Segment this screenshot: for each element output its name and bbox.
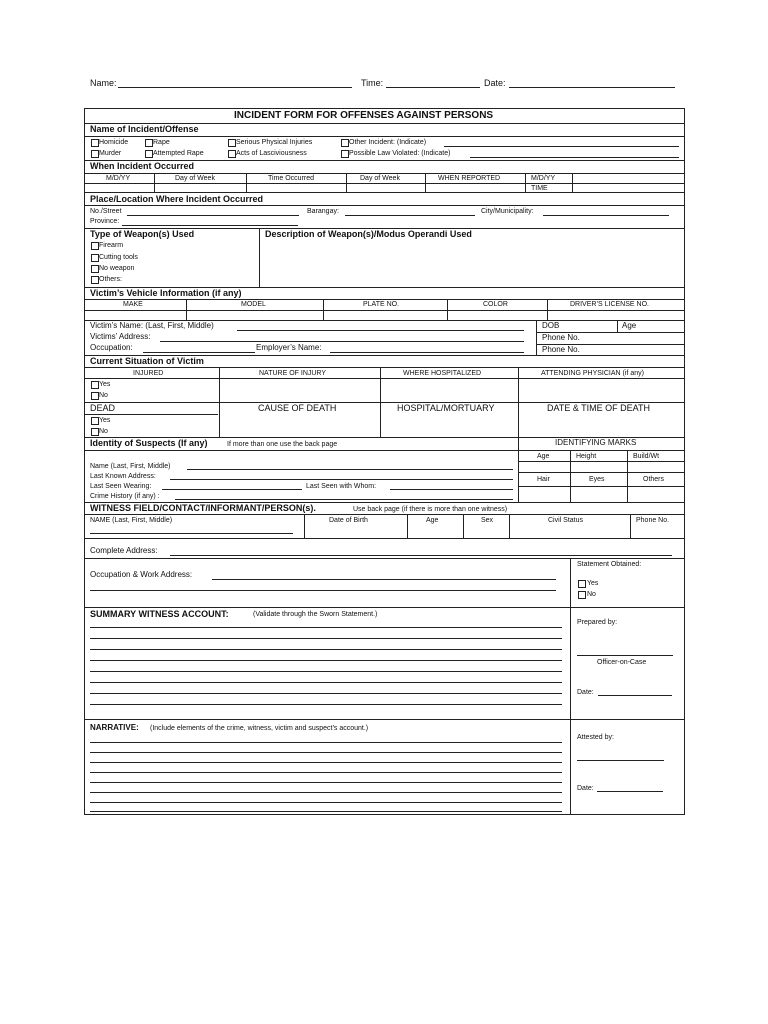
summary-line-8[interactable] bbox=[90, 704, 562, 705]
suspects-heading: Identity of Suspects (If any) bbox=[90, 438, 208, 448]
prepared-by-label: Prepared by: bbox=[577, 619, 618, 626]
summary-line-2[interactable] bbox=[90, 638, 562, 639]
injured-no-label: No bbox=[99, 392, 108, 399]
cutting-tools-label: Cutting tools bbox=[99, 254, 138, 261]
suspect-with-whom-label: Last Seen with Whom: bbox=[306, 483, 377, 490]
suspect-wearing-field[interactable] bbox=[162, 489, 302, 490]
victim-address-label: Victims’ Address: bbox=[90, 332, 151, 341]
serious-injuries-label: Serious Physical Injuries bbox=[236, 139, 313, 146]
situation-heading: Current Situation of Victim bbox=[90, 356, 204, 366]
employer-field[interactable] bbox=[330, 352, 524, 353]
attested-by-label: Attested by: bbox=[577, 734, 614, 741]
summary-line-5[interactable] bbox=[90, 671, 562, 672]
suspect-name-label: Name (Last, First, Middle) bbox=[90, 463, 171, 470]
day-of-week-label: Day of Week bbox=[175, 175, 215, 182]
physician-label: ATTENDING PHYSICIAN (if any) bbox=[541, 370, 644, 377]
narrative-date-field[interactable] bbox=[597, 791, 663, 792]
weapon-heading: Type of Weapon(s) Used bbox=[90, 229, 195, 239]
province-field[interactable] bbox=[122, 225, 298, 226]
suspect-address-field[interactable] bbox=[170, 479, 513, 480]
when-heading: When Incident Occurred bbox=[90, 161, 195, 171]
summary-line-6[interactable] bbox=[90, 682, 562, 683]
narrative-line-8[interactable] bbox=[90, 811, 562, 812]
summary-note: (Validate through the Sworn Statement.) bbox=[253, 611, 378, 618]
plate-label: PLATE NO. bbox=[363, 301, 400, 308]
narrative-heading: NARRATIVE: bbox=[90, 723, 139, 732]
witness-name-field[interactable] bbox=[90, 533, 293, 534]
others-weapon-label: Others: bbox=[99, 276, 122, 283]
murder-label: Murder bbox=[99, 150, 122, 157]
narrative-line-1[interactable] bbox=[90, 742, 562, 743]
occupation-field[interactable] bbox=[143, 352, 255, 353]
narrative-line-7[interactable] bbox=[90, 802, 562, 803]
victim-name-label: Victim’s Name: (Last, First, Middle) bbox=[90, 321, 214, 330]
identifying-marks-label: IDENTIFYING MARKS bbox=[555, 438, 637, 447]
name-label: Name: bbox=[90, 78, 117, 88]
murder-checkbox[interactable] bbox=[91, 150, 99, 158]
mark-others-label: Others bbox=[643, 476, 665, 483]
summary-line-3[interactable] bbox=[90, 649, 562, 650]
province-label: Province: bbox=[90, 218, 120, 225]
name-field[interactable] bbox=[118, 87, 352, 88]
complete-address-field[interactable] bbox=[170, 555, 672, 556]
statement-no-label: No bbox=[587, 591, 596, 598]
form-title: INCIDENT FORM FOR OFFENSES AGAINST PERSONS bbox=[234, 110, 494, 121]
summary-line-4[interactable] bbox=[90, 660, 562, 661]
incident-heading: Name of Incident/Offense bbox=[90, 124, 199, 134]
mdyy-label: M/D/YY bbox=[106, 175, 131, 182]
narrative-line-2[interactable] bbox=[90, 752, 562, 753]
witness-name-label: NAME (Last, First, Middle) bbox=[90, 517, 173, 524]
crime-history-field[interactable] bbox=[175, 499, 513, 500]
summary-line-1[interactable] bbox=[90, 627, 562, 628]
dob-label: DOB bbox=[542, 321, 560, 330]
dead-yes-checkbox[interactable] bbox=[91, 417, 99, 425]
summary-line-7[interactable] bbox=[90, 693, 562, 694]
witness-civil-label: Civil Status bbox=[548, 517, 584, 524]
license-label: DRIVER’S LICENSE NO. bbox=[570, 301, 649, 308]
mark-eyes-label: Eyes bbox=[589, 476, 605, 483]
phone-2-label: Phone No. bbox=[542, 345, 580, 354]
injured-label: INJURED bbox=[133, 370, 164, 377]
when-reported-label: WHEN REPORTED bbox=[438, 175, 501, 182]
time-field[interactable] bbox=[386, 87, 480, 88]
suspect-name-field[interactable] bbox=[187, 469, 513, 470]
other-incident-checkbox[interactable] bbox=[341, 139, 349, 147]
witness-sex-label: Sex bbox=[481, 517, 494, 524]
summary-date-label: Date: bbox=[577, 689, 594, 696]
other-incident-label: Other Incident: (Indicate) bbox=[349, 139, 427, 146]
dead-label: DEAD bbox=[90, 403, 116, 413]
time-reported-label: TIME bbox=[531, 185, 548, 192]
vehicle-heading: Victim’s Vehicle Information (if any) bbox=[90, 288, 242, 298]
mdyy-2-label: M/D/YY bbox=[531, 175, 556, 182]
mark-height-label: Height bbox=[576, 453, 597, 460]
injured-yes-checkbox[interactable] bbox=[91, 381, 99, 389]
witness-heading: WITNESS FIELD/CONTACT/INFORMANT/PERSON(s). bbox=[90, 503, 316, 513]
possible-law-field[interactable] bbox=[470, 157, 679, 158]
suspects-note: If more than one use the back page bbox=[227, 441, 338, 448]
possible-law-checkbox[interactable] bbox=[341, 150, 349, 158]
work-address-field[interactable] bbox=[212, 579, 556, 580]
firearm-checkbox[interactable] bbox=[91, 242, 99, 250]
victim-address-field[interactable] bbox=[160, 341, 524, 342]
day-of-week-2-label: Day of Week bbox=[360, 175, 400, 182]
suspect-wearing-label: Last Seen Wearing: bbox=[90, 483, 152, 490]
acts-checkbox[interactable] bbox=[228, 150, 236, 158]
street-label: No./Street bbox=[90, 208, 122, 215]
age-label: Age bbox=[622, 321, 637, 330]
barangay-label: Barangay: bbox=[307, 208, 339, 215]
nature-label: NATURE OF INJURY bbox=[259, 370, 327, 377]
homicide-checkbox[interactable] bbox=[91, 139, 99, 147]
cause-label: CAUSE OF DEATH bbox=[258, 403, 337, 413]
attempted-rape-label: Attempted Rape bbox=[153, 150, 204, 157]
employer-label: Employer’s Name: bbox=[256, 343, 322, 352]
injured-yes-label: Yes bbox=[99, 381, 111, 388]
attempted-rape-checkbox[interactable] bbox=[145, 150, 153, 158]
witness-age-label: Age bbox=[426, 517, 439, 524]
serious-injuries-checkbox[interactable] bbox=[228, 139, 236, 147]
rape-label: Rape bbox=[153, 139, 170, 146]
date-time-label: DATE & TIME OF DEATH bbox=[547, 403, 651, 413]
city-label: City/Municipality: bbox=[481, 208, 534, 215]
narrative-line-5[interactable] bbox=[90, 782, 562, 783]
witness-dob-label: Date of Birth bbox=[329, 517, 368, 524]
where-label: WHERE HOSPITALIZED bbox=[403, 370, 482, 377]
dead-no-label: No bbox=[99, 428, 108, 435]
dead-no-checkbox[interactable] bbox=[91, 428, 99, 436]
possible-law-label: Possible Law Violated: (Indicate) bbox=[349, 150, 451, 157]
time-occurred-label: Time Occurred bbox=[268, 175, 315, 182]
statement-obtained-label: Statement Obtained: bbox=[577, 561, 642, 568]
narrative-note: (Include elements of the crime, witness, victim and suspect’s account.) bbox=[150, 725, 369, 732]
color-label: COLOR bbox=[483, 301, 508, 308]
work-address-field-2[interactable] bbox=[90, 590, 556, 591]
officer-on-case-label: Officer-on-Case bbox=[597, 659, 647, 666]
injured-no-checkbox[interactable] bbox=[91, 392, 99, 400]
suspect-address-label: Last Known Address: bbox=[90, 473, 156, 480]
date-field[interactable] bbox=[509, 87, 675, 88]
narrative-line-6[interactable] bbox=[90, 792, 562, 793]
mark-age-label: Age bbox=[537, 453, 550, 460]
no-weapon-label: No weapon bbox=[99, 265, 135, 272]
suspect-with-whom-field[interactable] bbox=[390, 489, 513, 490]
date-label: Date: bbox=[484, 78, 506, 88]
mark-build-label: Build/Wt bbox=[633, 453, 660, 460]
crime-history-label: Crime History (if any) : bbox=[90, 493, 160, 500]
witness-note: Use back page (if there is more than one witness) bbox=[353, 506, 508, 513]
barangay-field[interactable] bbox=[345, 215, 475, 216]
occupation-label: Occupation: bbox=[90, 343, 133, 352]
witness-phone-label: Phone No. bbox=[636, 517, 670, 524]
street-field[interactable] bbox=[127, 215, 299, 216]
acts-label: Acts of Lasciviousness bbox=[236, 150, 307, 157]
description-heading: Description of Weapon(s)/Modus Operandi Used bbox=[265, 229, 472, 239]
hospital-label: HOSPITAL/MORTUARY bbox=[397, 403, 495, 413]
narrative-line-4[interactable] bbox=[90, 772, 562, 773]
summary-date-field[interactable] bbox=[598, 695, 672, 696]
place-heading: Place/Location Where Incident Occurred bbox=[90, 194, 264, 204]
narrative-line-3[interactable] bbox=[90, 762, 562, 763]
rape-checkbox[interactable] bbox=[145, 139, 153, 147]
dead-yes-label: Yes bbox=[99, 417, 111, 424]
statement-yes-checkbox[interactable] bbox=[578, 580, 586, 588]
city-field[interactable] bbox=[543, 215, 669, 216]
attested-by-field[interactable] bbox=[577, 760, 664, 761]
mark-hair-label: Hair bbox=[537, 476, 550, 483]
other-incident-field[interactable] bbox=[444, 146, 679, 147]
homicide-label: Homicide bbox=[99, 139, 129, 146]
others-weapon-checkbox[interactable] bbox=[91, 276, 99, 284]
prepared-by-field[interactable] bbox=[577, 655, 673, 656]
firearm-label: Firearm bbox=[99, 242, 124, 249]
complete-address-label: Complete Address: bbox=[90, 546, 158, 555]
phone-1-label: Phone No. bbox=[542, 333, 580, 342]
model-label: MODEL bbox=[241, 301, 266, 308]
narrative-date-label: Date: bbox=[577, 785, 594, 792]
summary-heading: SUMMARY WITNESS ACCOUNT: bbox=[90, 609, 229, 619]
statement-yes-label: Yes bbox=[587, 580, 599, 587]
cutting-tools-checkbox[interactable] bbox=[91, 254, 99, 262]
statement-no-checkbox[interactable] bbox=[578, 591, 586, 599]
make-label: MAKE bbox=[123, 301, 143, 308]
work-address-label: Occupation & Work Address: bbox=[90, 570, 193, 579]
time-label: Time: bbox=[361, 78, 384, 88]
no-weapon-checkbox[interactable] bbox=[91, 265, 99, 273]
victim-name-field[interactable] bbox=[237, 330, 524, 331]
